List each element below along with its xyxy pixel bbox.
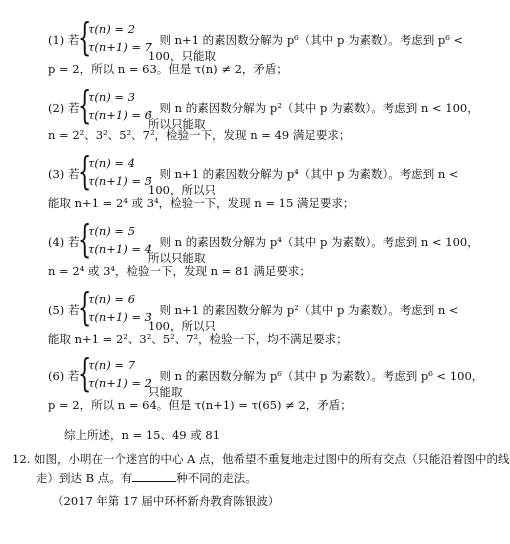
condition-1: τ(n) = 5 (88, 224, 136, 238)
case-1 (48, 15, 488, 63)
left-brace-icon: { (78, 83, 92, 127)
case-3-continuation: 能取 n+1 = 2⁴ 或 3⁴，检验一下，发现 n = 15 满足要求； (48, 196, 355, 210)
condition-1: τ(n) = 4 (88, 156, 136, 170)
left-brace-icon: { (78, 217, 92, 261)
case-label: (6) 若 (48, 369, 80, 383)
case-text: ，则 n 的素因数分解为 p⁶（其中 p 为素数）。考虑到 p⁶ < 100，只能取 (148, 369, 484, 399)
problem-12-text-b: 种不同的走法。 (176, 471, 257, 485)
left-brace-icon: { (78, 351, 92, 395)
problem-source: （2017 年第 17 届中环杯新舟教育陈银波） (52, 494, 280, 508)
answer-blank[interactable] (132, 470, 176, 482)
condition-2: τ(n+1) = 7 (88, 40, 152, 54)
case-label: (3) 若 (48, 167, 80, 181)
left-brace-icon: { (78, 149, 92, 193)
condition-1: τ(n) = 2 (88, 22, 136, 36)
problem-12-text-a: 走）到达 B 点。有 (36, 471, 133, 485)
case-5 (48, 285, 488, 333)
case-4 (48, 217, 488, 265)
condition-2: τ(n+1) = 5 (88, 174, 152, 188)
case-4-continuation: n = 2⁴ 或 3⁴，检验一下，发现 n = 81 满足要求； (48, 264, 311, 278)
condition-1: τ(n) = 3 (88, 90, 136, 104)
condition-2: τ(n+1) = 3 (88, 310, 152, 324)
case-3 (48, 149, 488, 197)
case-2-continuation: n = 2²、3²、5²、7²，检验一下，发现 n = 49 满足要求； (48, 128, 351, 142)
left-brace-icon: { (78, 15, 92, 59)
case-6 (48, 351, 488, 399)
problem-12-line-1: 12. 如图，小明在一个迷宫的中心 A 点，他希望不重复地走过图中的所有交点（只能沿着图中的线 (12, 452, 510, 466)
case-text: ，则 n+1 的素因数分解为 p⁶（其中 p 为素数）。考虑到 p⁶ < 100，只能取 (148, 33, 464, 63)
case-label: (4) 若 (48, 235, 80, 249)
case-6-continuation: p = 2，所以 n = 64。但是 τ(n+1) = τ(65) ≠ 2，矛盾； (48, 398, 352, 412)
condition-2: τ(n+1) = 6 (88, 108, 152, 122)
case-5-continuation: 能取 n+1 = 2²、3²、5²、7²，检验一下，均不满足要求； (48, 332, 348, 346)
left-brace-icon: { (78, 285, 92, 329)
case-label: (2) 若 (48, 101, 80, 115)
case-text: ，则 n+1 的素因数分解为 p⁴（其中 p 为素数）。考虑到 n < 100，所以只 (148, 167, 459, 197)
case-text: ，则 n+1 的素因数分解为 p²（其中 p 为素数）。考虑到 n < 100，所以只 (148, 303, 459, 333)
condition-2: τ(n+1) = 2 (88, 376, 152, 390)
problem-12-line-2 (36, 470, 257, 485)
condition-1: τ(n) = 6 (88, 292, 136, 306)
case-text: ，则 n 的素因数分解为 p⁴（其中 p 为素数）。考虑到 n < 100，所以只能取 (148, 235, 479, 265)
summary: 综上所述，n = 15、49 或 81 (64, 428, 221, 442)
condition-2: τ(n+1) = 4 (88, 242, 152, 256)
case-label: (5) 若 (48, 303, 80, 317)
condition-1: τ(n) = 7 (88, 358, 136, 372)
case-text: ，则 n 的素因数分解为 p²（其中 p 为素数）。考虑到 n < 100，所以只能取 (148, 101, 479, 131)
case-2 (48, 83, 488, 131)
case-label: (1) 若 (48, 33, 80, 47)
case-1-continuation: p = 2，所以 n = 63。但是 τ(n) ≠ 2，矛盾； (48, 62, 288, 76)
